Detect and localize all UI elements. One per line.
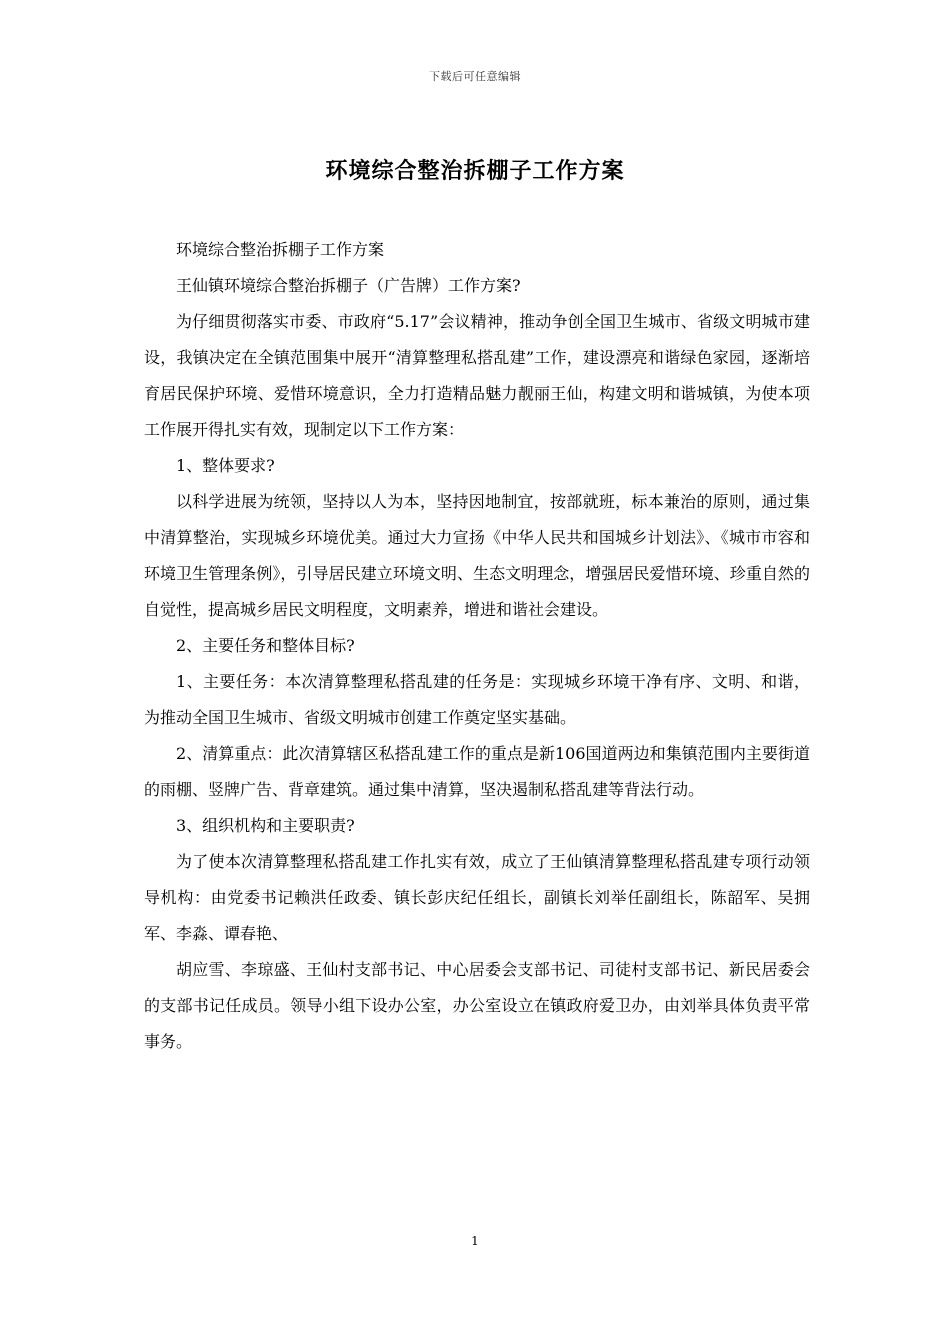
paragraph-intro: 为仔细贯彻落实市委、市政府“5.17”会议精神，推动争创全国卫生城市、省级文明城市建设，我镇决定在全镇范围集中展开“清算整理私搭乱建”工作，建设漂亮和谐绿色家园，逐渐培育居民保护环境、爱惜环境意识，全力打造精品魅力靓丽王仙，构建文明和谐城镇，为使本项工作展开得扎实有效，现制定以下工作方案： [144,312,810,439]
section-heading-overall-requirements: 1、整体要求? [176,456,275,475]
document-title: 环境综合整治拆棚子工作方案 [325,158,625,184]
page-header-note: 下载后可任意编辑 [429,70,521,83]
paragraph-organization: 为了使本次清算整理私搭乱建工作扎实有效，成立了王仙镇清算整理私搭乱建专项行动领导机构：由党委书记赖洪任政委、镇长彭庆纪任组长，副镇长刘举任副组长，陈韶军、吴拥军、李淼、谭春艳、 [144,852,810,943]
section-heading-organization: 3、组织机构和主要职责? [176,816,355,835]
paragraph-members: 胡应雪、李琼盛、王仙村支部书记、中心居委会支部书记、司徒村支部书记、新民居委会的支部书记任成员。领导小组下设办公室，办公室设立在镇政府爱卫办，由刘举具体负责平常事务。 [144,960,810,1051]
paragraph-main-tasks: 1、主要任务：本次清算整理私搭乱建的任务是：实现城乡环境干净有序、文明、和谐，为推动全国卫生城市、省级文明城市创建工作奠定坚实基础。 [144,672,810,727]
paragraph-plan-name: 王仙镇环境综合整治拆棚子（广告牌）工作方案? [176,276,521,295]
paragraph-subtitle: 环境综合整治拆棚子工作方案 [176,240,385,259]
paragraph-focus: 2、清算重点：此次清算辖区私搭乱建工作的重点是新106国道两边和集镇范围内主要街道的雨棚、竖牌广告、背章建筑。通过集中清算，坚决遏制私搭乱建等背法行动。 [144,744,810,799]
section-heading-tasks-goals: 2、主要任务和整体目标? [176,636,355,655]
paragraph-requirements: 以科学进展为统领，坚持以人为本，坚持因地制宜，按部就班，标本兼治的原则，通过集中清算整治，实现城乡环境优美。通过大力宣扬《中华人民共和国城乡计划法》、《城市市容和环境卫生管理条例》，引导居民建立环境文明、生态文明理念，增强居民爱惜环境、珍重自然的自觉性，提高城乡居民文明程度，文明素养，增进和谐社会建设。 [144,492,810,619]
page-number: 1 [471,1234,479,1248]
document-body [144,232,810,1060]
